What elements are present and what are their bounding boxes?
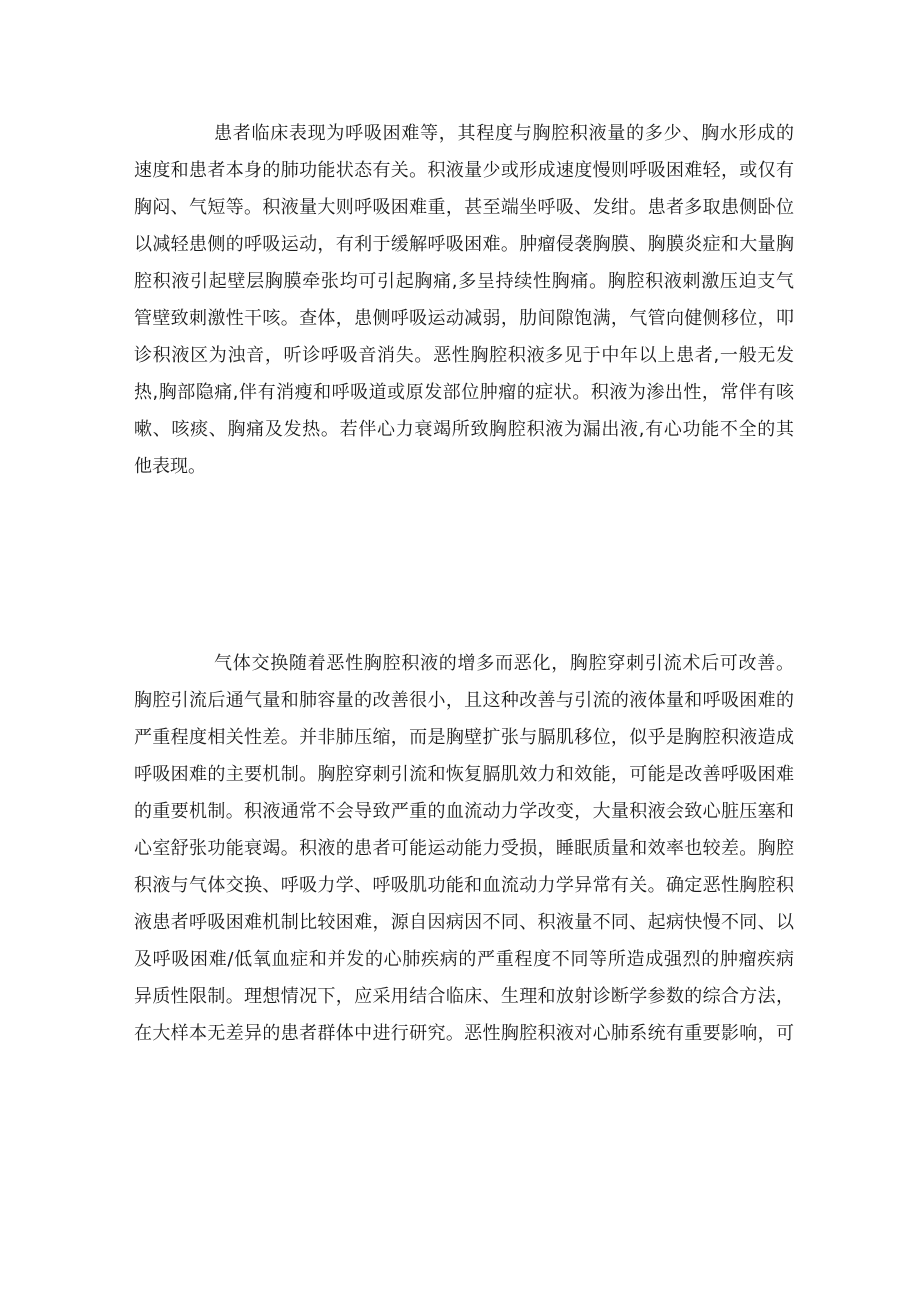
text-line: 的重要机制。积液通常不会导致严重的血流动力学改变，大量积液会致心脏压塞和: [134, 801, 794, 822]
text-line: 异质性限制。理想情况下，应采用结合临床、生理和放射诊断学参数的综合方法，: [134, 986, 794, 1007]
paragraph-gas-exchange: [134, 645, 794, 1052]
text-line: 腔积液引起壁层胸膜牵张均可引起胸痛,多呈持续性胸痛。胸腔积液刺激压迫支气: [134, 271, 794, 292]
text-line: 患者临床表现为呼吸困难等，其程度与胸腔积液量的多少、胸水形成的: [214, 123, 794, 144]
text-line: 呼吸困难的主要机制。胸腔穿刺引流和恢复膈肌效力和效能，可能是改善呼吸困难: [134, 764, 794, 785]
text-line: 及呼吸困难/低氧血症和并发的心肺疾病的严重程度不同等所造成强烈的肿瘤疾病: [134, 949, 794, 970]
text-line: 液患者呼吸困难机制比较困难，源自因病因不同、积液量不同、起病快慢不同、以: [134, 912, 794, 933]
text-line: 诊积液区为浊音，听诊呼吸音消失。恶性胸腔积液多见于中年以上患者,一般无发: [134, 345, 794, 366]
text-line: 管壁致刺激性干咳。查体，患侧呼吸运动减弱，肋间隙饱满，气管向健侧移位，叩: [134, 308, 794, 329]
text-line: 心室舒张功能衰竭。积液的患者可能运动能力受损，睡眠质量和效率也较差。胸腔: [134, 838, 794, 859]
text-line: 胸腔引流后通气量和肺容量的改善很小，且这种改善与引流的液体量和呼吸困难的: [134, 690, 794, 711]
text-line: 嗽、咳痰、胸痛及发热。若伴心力衰竭所致胸腔积液为漏出液,有心功能不全的其: [134, 419, 794, 440]
text-line: 以减轻患侧的呼吸运动，有利于缓解呼吸困难。肿瘤侵袭胸膜、胸膜炎症和大量胸: [134, 234, 794, 255]
text-line: 气体交换随着恶性胸腔积液的增多而恶化，胸腔穿刺引流术后可改善。: [214, 653, 794, 674]
text-line: 在大样本无差异的患者群体中进行研究。恶性胸腔积液对心肺系统有重要影响，可: [134, 1023, 794, 1044]
text-line: 严重程度相关性差。并非肺压缩，而是胸壁扩张与膈肌移位，似乎是胸腔积液造成: [134, 727, 794, 748]
paragraph-clinical-manifestations: [134, 115, 794, 485]
text-line: 速度和患者本身的肺功能状态有关。积液量少或形成速度慢则呼吸困难轻，或仅有: [134, 160, 794, 181]
text-line: 他表现。: [134, 456, 206, 477]
text-line: 胸闷、气短等。积液量大则呼吸困难重，甚至端坐呼吸、发绀。患者多取患侧卧位: [134, 197, 794, 218]
text-line: 积液与气体交换、呼吸力学、呼吸肌功能和血流动力学异常有关。确定恶性胸腔积: [134, 875, 794, 896]
text-line: 热,胸部隐痛,伴有消瘦和呼吸道或原发部位肿瘤的症状。积液为渗出性，常伴有咳: [134, 382, 794, 403]
